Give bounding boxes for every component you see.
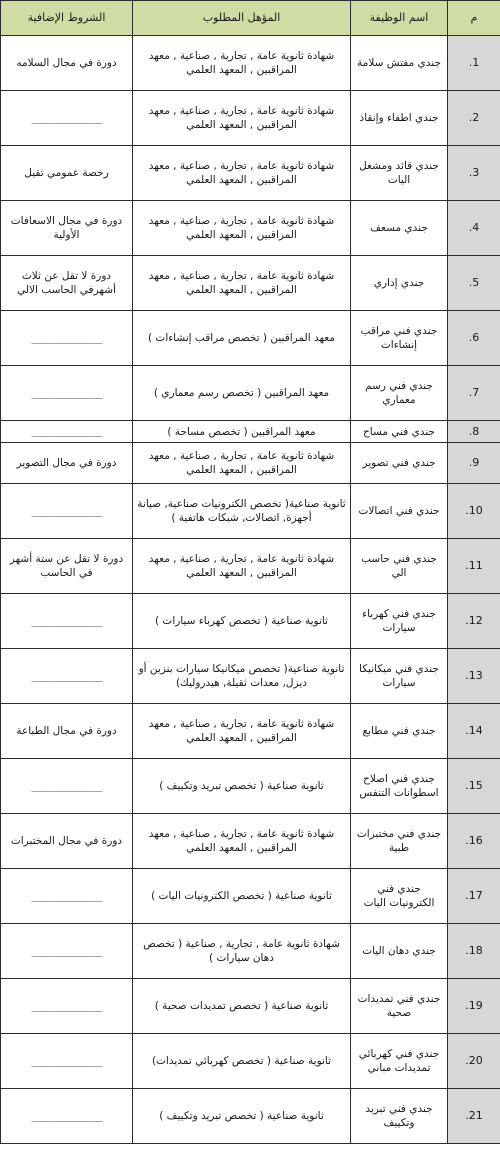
empty-condition-dash: ______________ <box>31 332 102 344</box>
row-number <box>448 759 500 814</box>
row-number <box>448 443 500 484</box>
job-title-cell: جندي فني كهرباء سيارات <box>351 594 448 649</box>
row-number <box>448 1034 500 1089</box>
row-number <box>448 91 500 146</box>
row-number-text: .18 <box>465 944 483 957</box>
job-title-cell: جندي دهان اليات <box>351 924 448 979</box>
empty-condition-dash: ______________ <box>31 670 102 682</box>
empty-condition-dash: ______________ <box>31 615 102 627</box>
row-number-text: .13 <box>465 669 483 682</box>
table-row <box>1 201 500 256</box>
conditions-cell: دورة في مجال التصوير <box>1 443 133 484</box>
row-number <box>448 594 500 649</box>
conditions-cell <box>1 311 133 366</box>
qualification-cell: شهادة ثانوية عامة , تجارية , صناعية , معهد المراقبين , المعهد العلمي <box>133 36 351 91</box>
conditions-cell <box>1 1034 133 1089</box>
qualification-cell: شهادة ثانوية عامة , تجارية , صناعية , معهد المراقبين , المعهد العلمي <box>133 539 351 594</box>
table-row <box>1 421 500 443</box>
job-title-cell: جندي اطفاء وإنقاذ <box>351 91 448 146</box>
header-num: م <box>448 1 500 36</box>
table-row <box>1 759 500 814</box>
row-number-text: .15 <box>465 779 483 792</box>
table-row <box>1 443 500 484</box>
qualification-cell: شهادة ثانوية عامة , تجارية , صناعية , معهد المراقبين , المعهد العلمي <box>133 201 351 256</box>
empty-condition-dash: ______________ <box>31 426 102 437</box>
qualification-cell: ثانوية صناعية( تخصص الكترونيات صناعية, صيانة أجهزة, اتصالات, شبكات هاتفية ) <box>133 484 351 539</box>
table-row <box>1 1089 500 1144</box>
header-row <box>1 1 500 36</box>
row-number <box>448 256 500 311</box>
conditions-cell: دورة لا تقل عن ستة أشهر في الحاسب <box>1 539 133 594</box>
empty-condition-dash: ______________ <box>31 505 102 517</box>
conditions-cell <box>1 979 133 1034</box>
job-title-cell: جندي فني مراقب إنشاءات <box>351 311 448 366</box>
job-title-cell: جندي فني مختبرات طبية <box>351 814 448 869</box>
row-number-text: .4 <box>468 221 480 234</box>
table-row <box>1 924 500 979</box>
row-number-text: .14 <box>465 724 483 737</box>
conditions-cell: دورة لا تقل عن ثلاث أشهرفي الحاسب الالي <box>1 256 133 311</box>
row-number-text: .7 <box>468 386 480 399</box>
table-row <box>1 594 500 649</box>
table-row <box>1 1034 500 1089</box>
conditions-cell <box>1 649 133 704</box>
table-row <box>1 256 500 311</box>
row-number <box>448 924 500 979</box>
table-row <box>1 704 500 759</box>
table-row <box>1 649 500 704</box>
job-title-cell: جندي فني كهربائي تمديدات مباني <box>351 1034 448 1089</box>
row-number-text: .20 <box>465 1054 483 1067</box>
row-number-text: .12 <box>465 614 483 627</box>
conditions-cell <box>1 869 133 924</box>
row-number <box>448 649 500 704</box>
job-title-cell: جندي فني اصلاح اسطوانات التنفس <box>351 759 448 814</box>
conditions-cell <box>1 484 133 539</box>
job-title-cell: جندي فني الكترونيات اليات <box>351 869 448 924</box>
row-number <box>448 539 500 594</box>
table-row <box>1 814 500 869</box>
header-conditions: الشروط الإضافية <box>1 1 133 36</box>
qualification-cell: ثانوية صناعية ( تخصص تبريد وتكييف ) <box>133 1089 351 1144</box>
job-title-cell: جندي مسعف <box>351 201 448 256</box>
table-row <box>1 539 500 594</box>
conditions-cell: دورة في مجال الطباعة <box>1 704 133 759</box>
table-body <box>1 36 500 1144</box>
empty-condition-dash: ______________ <box>31 945 102 957</box>
row-number-text: .17 <box>465 889 483 902</box>
conditions-cell: دورة في مجال الاسعافات الأولية <box>1 201 133 256</box>
conditions-cell: رخصة عمومي ثقيل <box>1 146 133 201</box>
row-number-text: .10 <box>465 504 483 517</box>
qualification-cell: ثانوية صناعية ( تخصص كهرباء سيارات ) <box>133 594 351 649</box>
qualification-cell: ثانوية صناعية( تخصص ميكانيكا سيارات بنزين أو ديزل, معدات ثقيلة, هيدروليك) <box>133 649 351 704</box>
row-number-text: .6 <box>468 331 480 344</box>
table-row <box>1 146 500 201</box>
job-title-cell: جندي مفتش سلامة <box>351 36 448 91</box>
header-job: اسم الوظيفة <box>351 1 448 36</box>
header-qualification: المؤهل المطلوب <box>133 1 351 36</box>
qualification-cell: ثانوية صناعية ( تخصص الكترونيات اليات ) <box>133 869 351 924</box>
row-number <box>448 1089 500 1144</box>
empty-condition-dash: ______________ <box>31 1055 102 1067</box>
job-title-cell: جندي فني تبريد وتكييف <box>351 1089 448 1144</box>
row-number <box>448 814 500 869</box>
table-row <box>1 366 500 421</box>
conditions-cell <box>1 759 133 814</box>
qualification-cell: معهد المراقبين ( تخصص رسم معماري ) <box>133 366 351 421</box>
job-title-cell: جندي قائد ومشغل اليات <box>351 146 448 201</box>
row-number-text: .5 <box>468 276 480 289</box>
job-title-cell: جندي فني اتصالات <box>351 484 448 539</box>
row-number-text: .21 <box>465 1109 483 1122</box>
row-number <box>448 366 500 421</box>
empty-condition-dash: ______________ <box>31 387 102 399</box>
row-number-text: .16 <box>465 834 483 847</box>
qualification-cell: شهادة ثانوية عامة , تجارية , صناعية ( تخصص دهان سيارات ) <box>133 924 351 979</box>
table-row <box>1 91 500 146</box>
qualification-cell: شهادة ثانوية عامة , تجارية , صناعية , معهد المراقبين , المعهد العلمي <box>133 146 351 201</box>
conditions-cell <box>1 594 133 649</box>
empty-condition-dash: ______________ <box>31 780 102 792</box>
conditions-cell <box>1 421 133 443</box>
table-row <box>1 311 500 366</box>
conditions-cell <box>1 924 133 979</box>
row-number-text: .8 <box>468 424 480 438</box>
empty-condition-dash: ______________ <box>31 1110 102 1122</box>
qualification-cell: شهادة ثانوية عامة , تجارية , صناعية , معهد المراقبين , المعهد العلمي <box>133 91 351 146</box>
conditions-cell <box>1 1089 133 1144</box>
row-number <box>448 484 500 539</box>
row-number-text: .2 <box>468 111 480 124</box>
job-title-cell: جندي فني رسم معماري <box>351 366 448 421</box>
job-title-cell: جندي فني مساح <box>351 421 448 443</box>
row-number <box>448 201 500 256</box>
conditions-cell: دورة في مجال المختبرات <box>1 814 133 869</box>
job-title-cell: جندي فني تصوير <box>351 443 448 484</box>
qualification-cell: شهادة ثانوية عامة , تجارية , صناعية , معهد المراقبين , المعهد العلمي <box>133 256 351 311</box>
row-number <box>448 979 500 1034</box>
row-number-text: .11 <box>465 559 483 572</box>
conditions-cell <box>1 91 133 146</box>
job-title-cell: جندي إداري <box>351 256 448 311</box>
table-row <box>1 979 500 1034</box>
conditions-cell <box>1 366 133 421</box>
table-row <box>1 36 500 91</box>
qualification-cell: ثانوية صناعية ( تخصص تبريد وتكييف ) <box>133 759 351 814</box>
job-title-cell: جندي فني حاسب الي <box>351 539 448 594</box>
job-title-cell: جندي فني مطابع <box>351 704 448 759</box>
qualification-cell: شهادة ثانوية عامة , تجارية , صناعية , معهد المراقبين , المعهد العلمي <box>133 704 351 759</box>
row-number <box>448 36 500 91</box>
empty-condition-dash: ______________ <box>31 112 102 124</box>
row-number-text: .9 <box>468 456 480 469</box>
qualification-cell: شهادة ثانوية عامة , تجارية , صناعية , معهد المراقبين , المعهد العلمي <box>133 814 351 869</box>
empty-condition-dash: ______________ <box>31 1000 102 1012</box>
qualification-cell: معهد المراقبين ( تخصص مساحة ) <box>133 421 351 443</box>
job-title-cell: جندي فني ميكانيكا سيارات <box>351 649 448 704</box>
row-number <box>448 869 500 924</box>
table-row <box>1 869 500 924</box>
table-row <box>1 484 500 539</box>
conditions-cell: دورة في مجال السلامه <box>1 36 133 91</box>
job-title-cell: جندي فني تمديدات صحية <box>351 979 448 1034</box>
row-number-text: .1 <box>468 56 480 69</box>
row-number <box>448 146 500 201</box>
qualification-cell: شهادة ثانوية عامة , تجارية , صناعية , معهد المراقبين , المعهد العلمي <box>133 443 351 484</box>
empty-condition-dash: ______________ <box>31 890 102 902</box>
row-number <box>448 421 500 443</box>
qualification-cell: ثانوية صناعية ( تخصص تمديدات صحية ) <box>133 979 351 1034</box>
row-number-text: .3 <box>468 166 480 179</box>
qualification-cell: ثانوية صناعية ( تخصص كهربائي تمديدات) <box>133 1034 351 1089</box>
row-number <box>448 704 500 759</box>
row-number <box>448 311 500 366</box>
qualification-cell: معهد المراقبين ( تخصص مراقب إنشاءات ) <box>133 311 351 366</box>
row-number-text: .19 <box>465 999 483 1012</box>
